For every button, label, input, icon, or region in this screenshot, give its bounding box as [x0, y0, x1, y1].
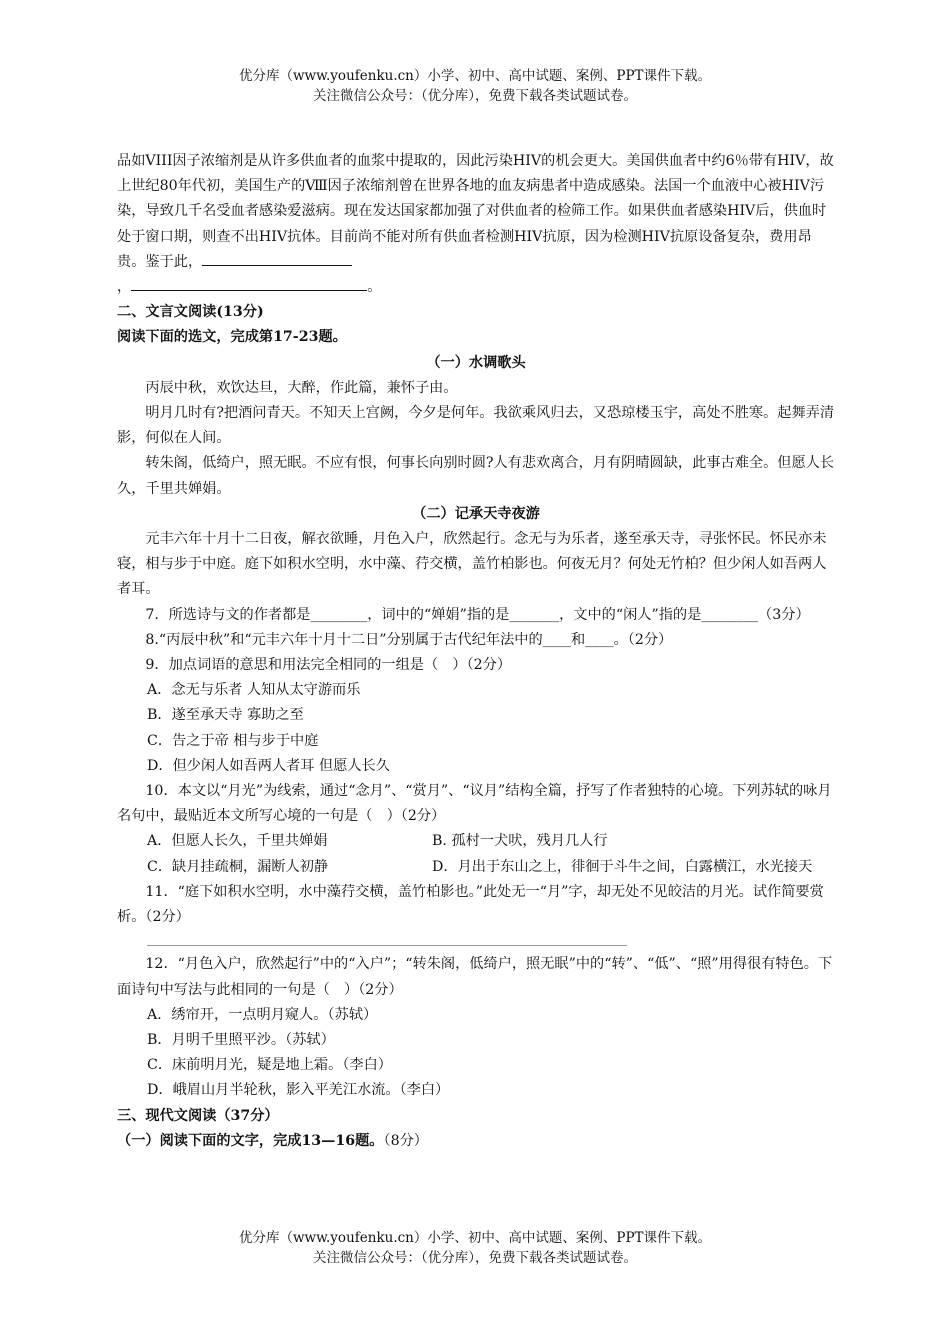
footer-line-1: 优分库（www.youfenku.cn）小学、初中、高中试题、案例、PPT课件下载。 — [238, 1230, 712, 1246]
q9-option-b: B．遂至承天寺 寡助之至 — [147, 707, 304, 724]
poem-stanza-2: 转朱阁，低绮户，照无眠。不应有恨，何事长向别时圆?人有悲欢离合，月有阴晴圆缺，此事古难全。但愿人长久，千里共婵娟。 — [117, 455, 835, 497]
poem-title: （一）水调歌头 — [426, 354, 526, 371]
q10-option-d: D．月出于东山之上，徘徊于斗牛之间，白露横江，水光接天 — [432, 858, 813, 875]
q9-option-d: D．但少闲人如吾两人者耳 但愿人长久 — [147, 757, 390, 774]
section3-title: 三、现代文阅读（37分） — [117, 1107, 279, 1124]
intro-blank-1 — [202, 251, 352, 266]
q7-blank-3: ________ — [701, 606, 759, 623]
page-header — [0, 66, 950, 106]
question-11: 11．“庭下如积水空明，水中藻荇交横，盖竹柏影也。”此处无一“月”字，却无处不见皎洁的月光。试作简要赏析。（2分） — [117, 883, 824, 926]
prose-title: （二）记承天寺夜游 — [412, 505, 540, 522]
section2-instruction: 阅读下面的选文，完成第17-23题。 — [117, 329, 347, 346]
q7-part-e: ，文中的“闲人”指的是 — [559, 606, 702, 623]
q10-options-row-2 — [117, 855, 835, 880]
q12-option-a: A．绣帘开，一点明月窥人。（苏轼） — [147, 1006, 378, 1023]
section3-sub-score: （8分） — [383, 1132, 428, 1149]
q9-option-a: A．念无与乐者 人知从太守游而乐 — [147, 682, 361, 699]
q7-part-c: ，词中的“婵娟”指的是 — [367, 606, 510, 623]
section3-subtitle — [117, 1129, 835, 1154]
prose-text: 元丰六年十月十二日夜，解衣欲睡，月色入户，欣然起行。念无与为乐者，遂至承天寺，寻张怀民。怀民亦未寝，相与步于中庭。庭下如积水空明，水中藻、荇交横，盖竹柏影也。何夜无月？何处无竹柏？但少闲人如吾两人者耳。 — [117, 531, 827, 598]
section3-sub-bold: （一）阅读下面的文字，完成13—16题。 — [117, 1132, 384, 1149]
intro-text: 品如VIII因子浓缩剂是从许多供血者的血浆中提取的，因此污染HIV的机会更大。美国供血者中约6％带有HIV，故上世纪80年代初，美国生产的Ⅷ因子浓缩剂曾在世界各地的血友病患者中造成感染。法国一个血液中心被HIV污染，导致几千名受血者感染爱滋病。现在发达国家都加强了对供血者的检筛工作。如果供血者感染HIV后，供血时处于窗口期，则查不出HIV抗体。目前尚不能对所有供血者检测HIV抗原，因为检测HIV抗原设备复杂，费用昂贵。鉴于此， — [117, 153, 834, 270]
intro-tail — [117, 275, 835, 300]
intro-paragraph — [117, 149, 835, 275]
question-12-stem: 12．“月色入户，欣然起行”中的“入户”；“转朱阁，低绮户，照无眠”中的“转”、“低”、“照”用得很有特色。下面诗句中写法与此相同的一句是（ ）（2分） — [117, 956, 833, 998]
intro-tail-prefix: ， — [117, 279, 132, 296]
q12-option-c: C．床前明月光，疑是地上霜。（李白） — [147, 1057, 392, 1074]
header-line-1: 优分库（www.youfenku.cn）小学、初中、高中试题、案例、PPT课件下载。 — [238, 68, 712, 84]
question-8: 8.“丙辰中秋”和“元丰六年十月十二日”分别属于古代纪年法中的____和____。（2分） — [145, 631, 673, 648]
q7-blank-2: _______ — [509, 606, 560, 623]
q9-option-c: C．告之于帝 相与步于中庭 — [147, 732, 319, 749]
poem-stanza-1: 明月几时有?把酒问青天。不知天上宫阙，今夕是何年。我欲乘风归去，又恐琼楼玉宇，高处不胜寒。起舞弄清影，何似在人间。 — [117, 405, 835, 447]
q10-options-row-1 — [117, 829, 835, 854]
q12-option-b: B．月明千里照平沙。（苏轼） — [147, 1031, 335, 1048]
q10-option-c: C．缺月挂疏桐，漏断人初静 — [147, 858, 329, 875]
intro-tail-suffix: 。 — [367, 279, 382, 296]
section2-title: 二、文言文阅读(13分) — [117, 304, 264, 321]
question-7 — [117, 603, 835, 628]
q10-option-a: A．但愿人长久，千里共婵娟 — [147, 833, 328, 850]
q7-blank-1: ________ — [310, 606, 368, 623]
footer-line-2: 关注微信公众号：（优分库），免费下载各类试题试卷。 — [313, 1250, 637, 1266]
question-9-stem: 9．加点词语的意思和用法完全相同的一组是（ ）（2分） — [145, 657, 512, 674]
q7-score: （3分） — [758, 606, 810, 623]
poem-preface: 丙辰中秋，欢饮达旦，大醉，作此篇，兼怀子由。 — [145, 379, 458, 396]
q7-part-a: 7．所选诗与文的作者都是 — [145, 606, 311, 623]
q12-option-d: D．峨眉山月半轮秋，影入平羌江水流。（李白） — [147, 1082, 450, 1099]
q10-option-b: B. 孤村一犬吠，残月几人行 — [432, 833, 608, 850]
page-footer — [0, 1228, 950, 1268]
question-10-stem: 10．本文以“月光”为线索，通过“念月”、“赏月”、“议月”结构全篇，抒写了作者独特的心境。下列苏轼的咏月名句中，最贴近本文所写心境的一句是（ ）（2分） — [117, 783, 832, 825]
q11-answer-line[interactable] — [147, 944, 627, 946]
document-body — [117, 149, 835, 1154]
intro-blank-2 — [131, 276, 367, 291]
header-line-2: 关注微信公众号：（优分库），免费下载各类试题试卷。 — [313, 88, 637, 104]
